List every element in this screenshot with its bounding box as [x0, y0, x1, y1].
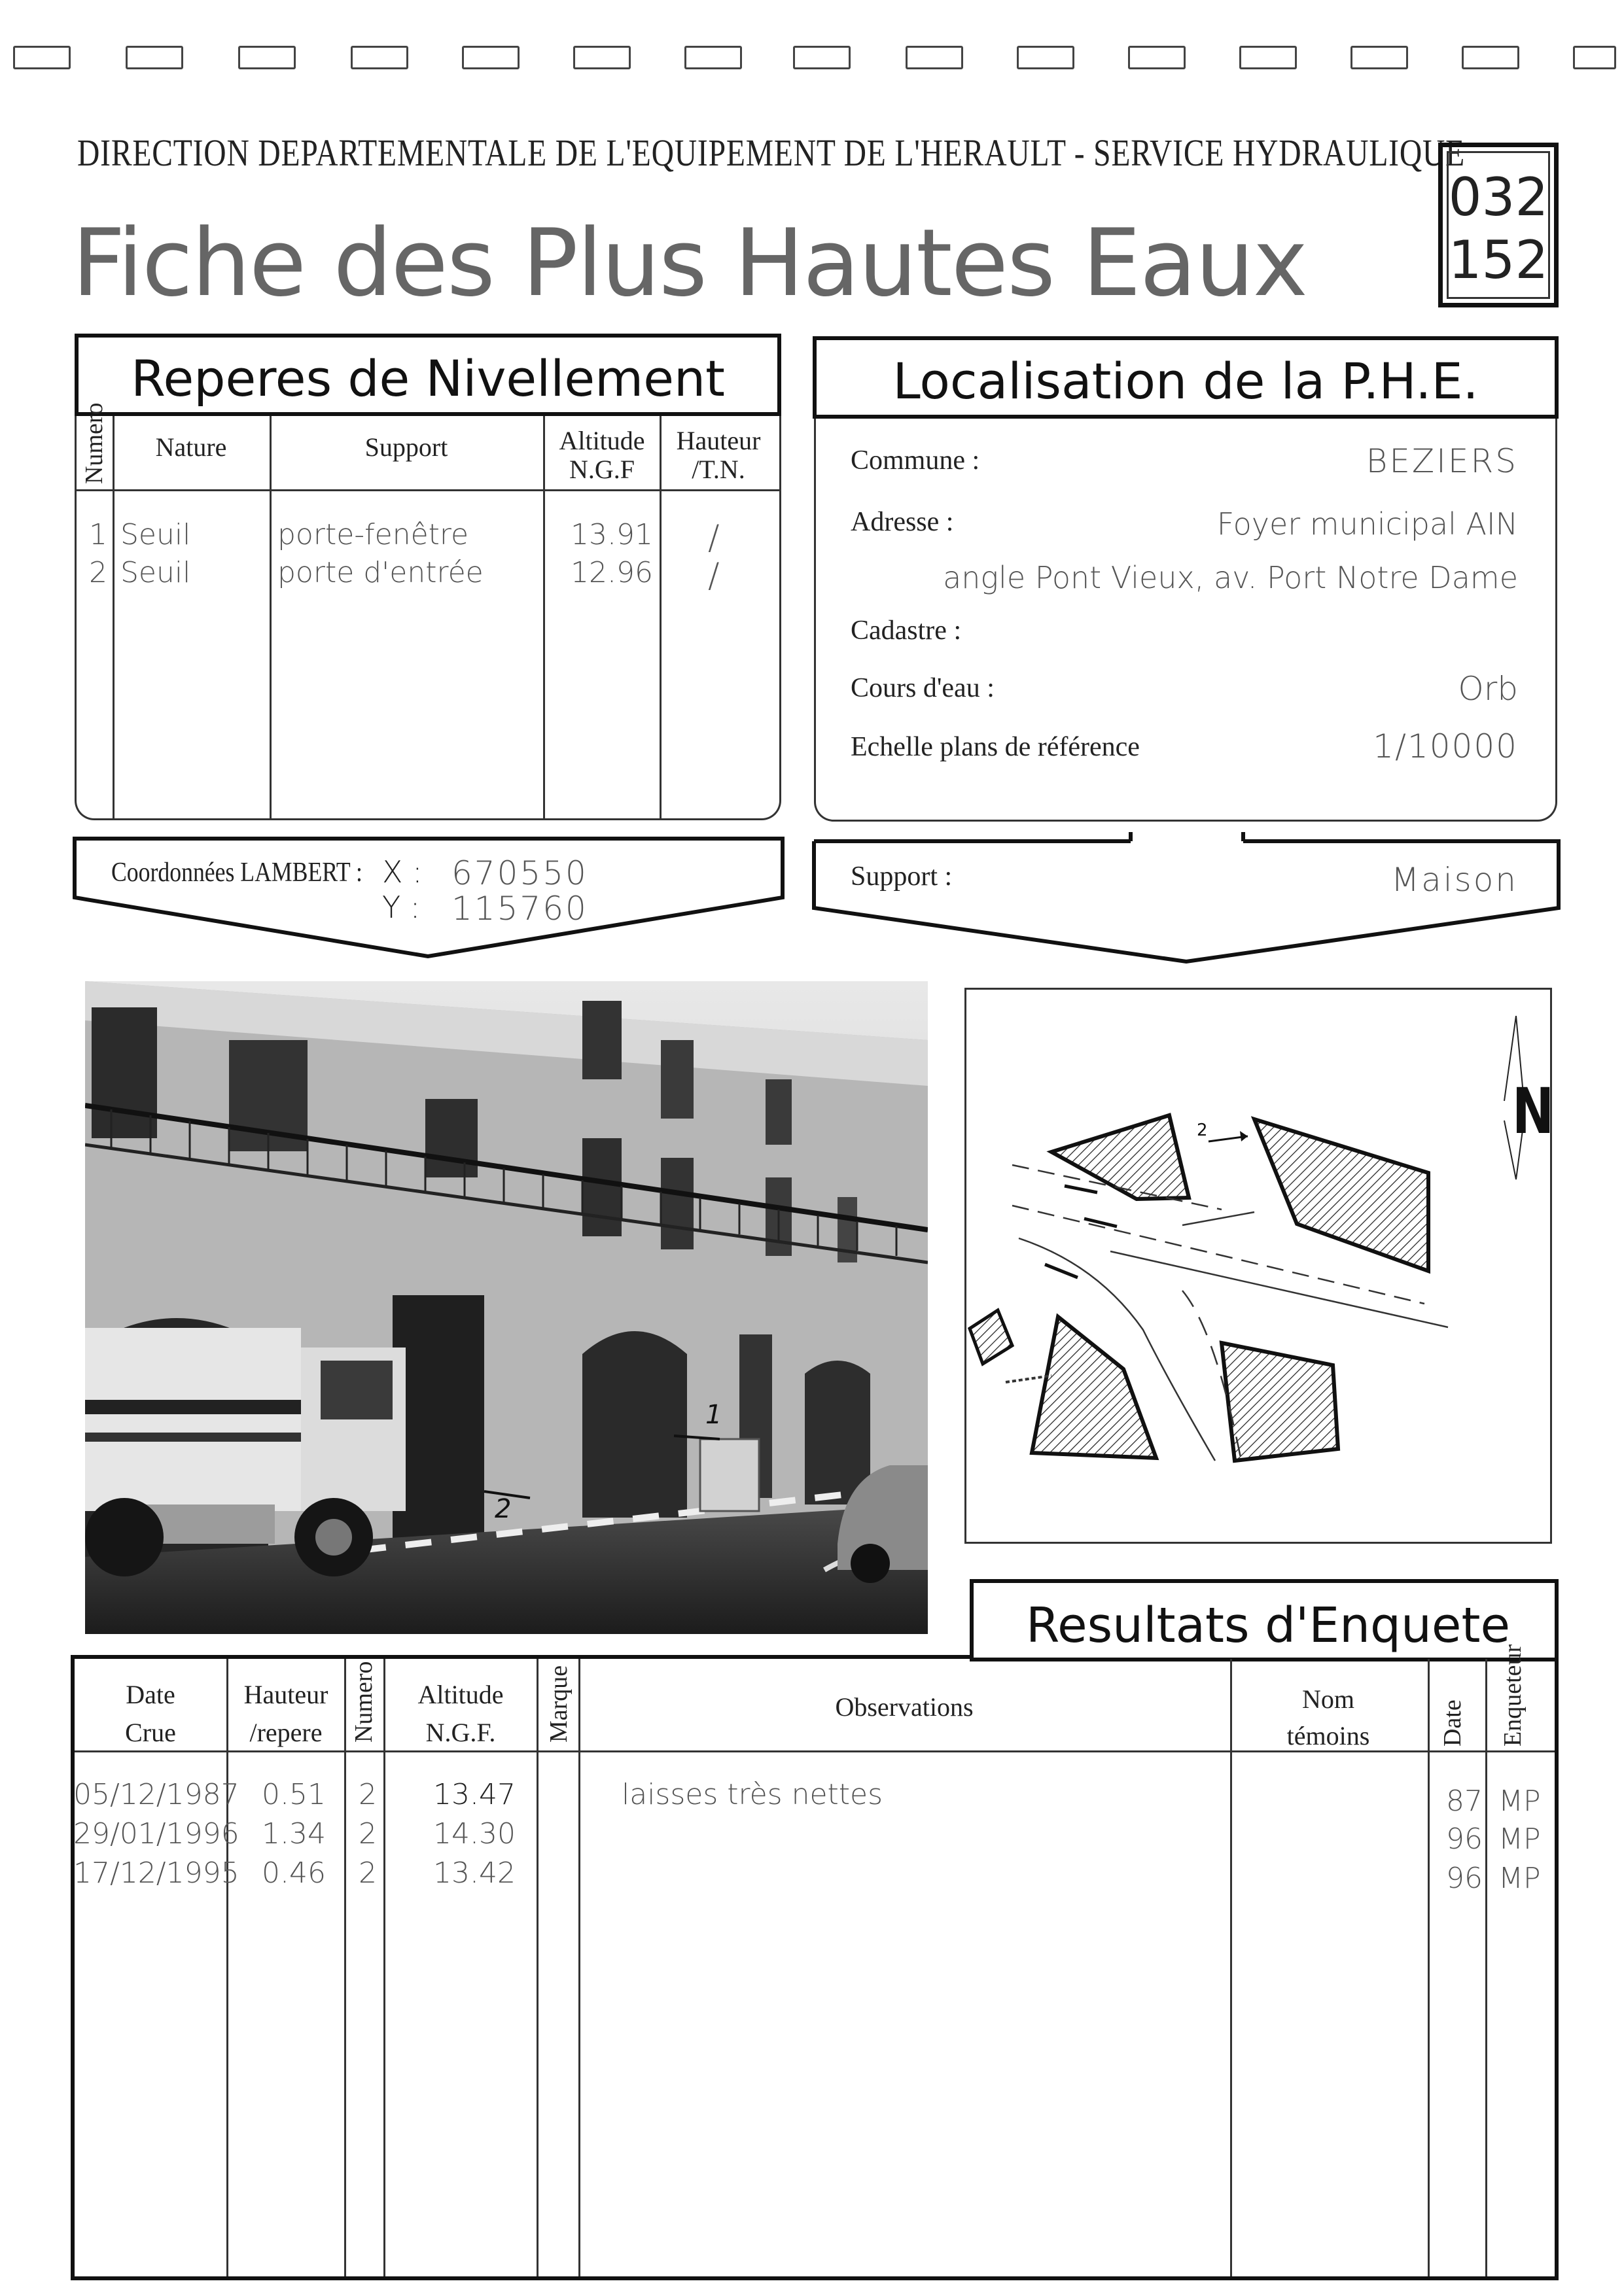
date: 96	[1446, 1862, 1483, 1895]
photo-mark-1: 1	[705, 1400, 722, 1430]
repere-nature: Seuil	[120, 556, 191, 589]
punch-hole	[906, 46, 963, 69]
localisation-title-box	[813, 336, 1559, 419]
reperes-title-box	[75, 334, 781, 416]
hauteur-repere: 0.51	[262, 1778, 326, 1811]
punch-hole	[238, 46, 296, 69]
col-support-header: Support	[364, 432, 448, 462]
col-hauteur-header: Hauteur /T.N.	[676, 426, 761, 484]
repere-support: porte-fenêtre	[277, 518, 469, 551]
repere-hauteur: /	[708, 518, 720, 557]
punch-hole	[1128, 46, 1186, 69]
coordinates-box-outline	[71, 835, 786, 965]
echelle-label: Echelle plans de référence	[851, 732, 1140, 762]
col-enqueteur-header: Enqueteur	[1499, 1644, 1527, 1747]
punch-hole	[1462, 46, 1519, 69]
x-value: 670550	[451, 854, 588, 892]
col-nature-header: Nature	[155, 432, 227, 462]
support-box-outline	[810, 832, 1562, 969]
altitude-ngf: 14.30	[433, 1817, 516, 1851]
commune-value: BEZIERS	[1366, 442, 1518, 480]
adresse-line2: angle Pont Vieux, av. Port Notre Dame	[943, 560, 1518, 595]
col-altitude-ngf-header: Altitude N.G.F.	[417, 1680, 504, 1747]
enqueteur: MP	[1498, 1862, 1541, 1895]
adresse-label: Adresse :	[851, 507, 954, 537]
cours-eau-label: Cours d'eau :	[851, 673, 995, 703]
y-label: Y :	[382, 890, 421, 925]
hauteur-repere: 0.46	[262, 1856, 326, 1890]
support-label: Support :	[851, 861, 953, 892]
col-hauteur-repere-header: Hauteur /repere	[243, 1680, 328, 1747]
y-value: 115760	[451, 890, 588, 928]
adresse-line1: Foyer municipal AIN	[1216, 506, 1518, 542]
reference-code-top: 032	[1448, 167, 1549, 228]
col-altitude-header: Altitude N.G.F	[559, 426, 645, 484]
north-label: N	[1512, 1075, 1555, 1148]
numero: 2	[359, 1817, 377, 1851]
punch-hole	[684, 46, 742, 69]
commune-label: Commune :	[851, 445, 980, 476]
enqueteur: MP	[1498, 1784, 1541, 1818]
col-temoins-header: Nom témoins	[1286, 1684, 1370, 1750]
punch-hole	[351, 46, 408, 69]
reperes-title: Reperes de Nivellement	[131, 349, 725, 408]
resultats-title: Resultats d'Enquete	[1026, 1597, 1510, 1654]
x-label: X :	[382, 854, 423, 890]
punch-hole	[13, 46, 71, 69]
reference-code-box	[1438, 143, 1559, 307]
col-observations-header: Observations	[835, 1692, 974, 1722]
numero: 2	[359, 1856, 377, 1890]
punch-hole	[462, 46, 520, 69]
col-date-crue-header: Date Crue	[125, 1680, 176, 1747]
punch-hole	[1350, 46, 1408, 69]
col-numero-header: Numero	[350, 1661, 378, 1743]
repere-numero: 2	[89, 556, 107, 589]
repere-nature: Seuil	[120, 518, 191, 551]
reference-code-bottom: 152	[1448, 230, 1549, 290]
repere-hauteur: /	[708, 556, 720, 595]
numero: 2	[359, 1778, 377, 1811]
date-crue: 17/12/1995	[73, 1856, 239, 1890]
repere-support: porte d'entrée	[277, 556, 484, 589]
building-photo	[85, 981, 928, 1634]
page-title: Fiche des Plus Hautes Eaux	[72, 209, 1307, 317]
map-mark-2: 2	[1197, 1121, 1208, 1140]
date-crue: 05/12/1987	[73, 1778, 239, 1811]
localisation-title: Localisation de la P.H.E.	[892, 352, 1479, 410]
repere-numero: 1	[89, 518, 107, 551]
hauteur-repere: 1.34	[262, 1817, 326, 1851]
punch-hole	[1239, 46, 1297, 69]
repere-altitude: 13.91	[571, 518, 653, 551]
date: 96	[1446, 1822, 1483, 1856]
altitude-ngf: 13.42	[433, 1856, 516, 1890]
agency-header: DIRECTION DEPARTEMENTALE DE L'EQUIPEMENT DE L'HERAULT - SERVICE HYDRAULIQUE	[77, 131, 1466, 174]
punch-hole	[1017, 46, 1074, 69]
cadastre-label: Cadastre :	[851, 616, 962, 646]
echelle-value: 1/10000	[1373, 727, 1518, 765]
resultats-title-box	[970, 1579, 1559, 1661]
altitude-ngf: 13.47	[433, 1778, 516, 1811]
repere-altitude: 12.96	[571, 556, 653, 589]
punch-hole	[573, 46, 631, 69]
date: 87	[1446, 1784, 1483, 1818]
photo-mark-2: 2	[495, 1494, 512, 1524]
date-crue: 29/01/1996	[73, 1817, 239, 1851]
col-date-header: Date	[1439, 1699, 1466, 1747]
support-value: Maison	[1390, 861, 1518, 899]
observations: laisses très nettes	[622, 1778, 883, 1811]
col-numero-header: Numero	[80, 402, 108, 484]
punch-hole	[126, 46, 183, 69]
enqueteur: MP	[1498, 1822, 1541, 1856]
coordinates-label: Coordonnées LAMBERT :	[111, 858, 362, 888]
col-marque-header: Marque	[545, 1665, 573, 1743]
punch-hole	[1573, 46, 1616, 69]
location-map	[964, 988, 1555, 1544]
punch-hole	[793, 46, 851, 69]
cours-eau-value: Orb	[1458, 670, 1518, 708]
